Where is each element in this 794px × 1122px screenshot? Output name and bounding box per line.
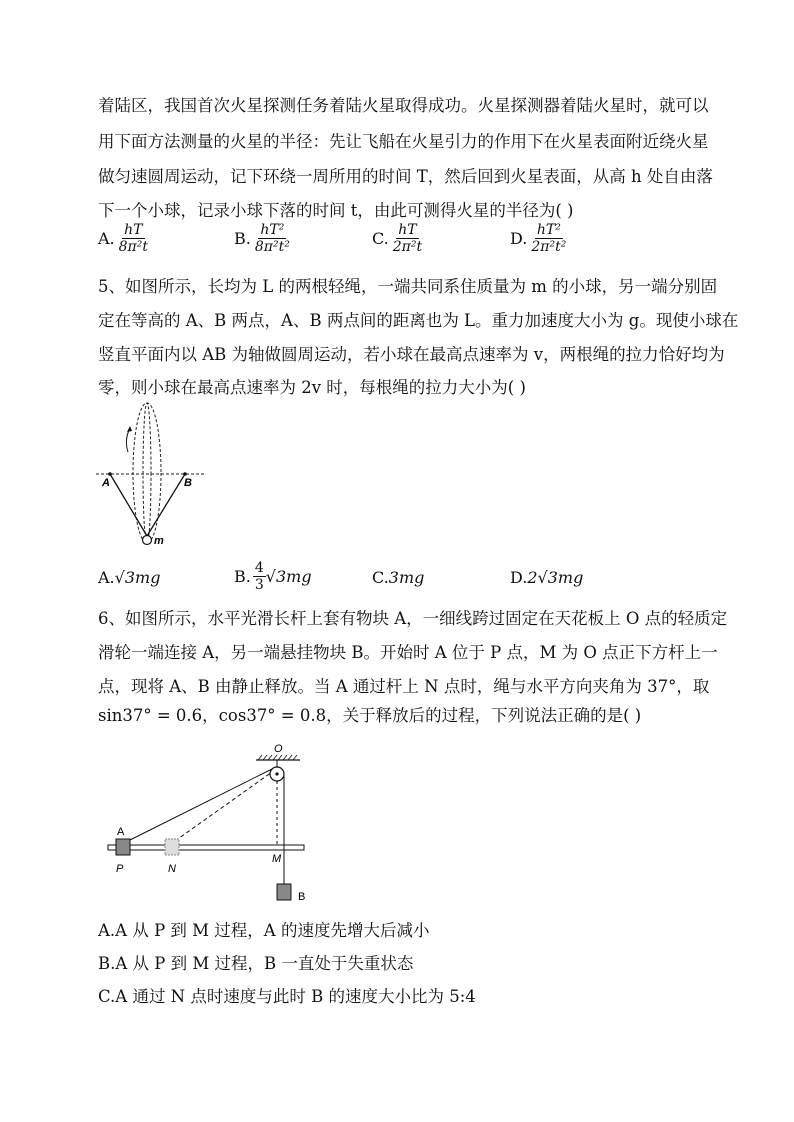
point-a xyxy=(108,472,112,476)
q6-line-2: 滑轮一端连接 A，另一端悬挂物块 B。开始时 A 位于 P 点，M 为 O 点正下方杆上一 xyxy=(98,643,718,662)
option-letter: D. xyxy=(510,229,528,248)
q4-line-2: 用下面方法测量的火星的半径：先让飞船在火星引力的作用下在火星表面附近绕火星 xyxy=(98,132,709,151)
numerator: hT xyxy=(398,222,417,238)
numerator: hT² xyxy=(260,222,285,238)
orbit-ellipse-outer xyxy=(133,403,161,543)
rope-to-a xyxy=(128,769,272,841)
q5-figure xyxy=(90,398,220,553)
point-b xyxy=(183,472,187,476)
label-o: O xyxy=(274,743,283,755)
q6-figure xyxy=(100,738,320,908)
label-m: M xyxy=(272,853,282,865)
ceiling-hatch xyxy=(258,755,297,760)
q5-line-2: 定在等高的 A、B 两点，A、B 两点间的距离也为 L。重力加速度大小为 g。现使小球在 xyxy=(98,311,739,330)
pulley-axle xyxy=(275,772,278,775)
label-m: m xyxy=(154,535,164,547)
q5-option-a[interactable] xyxy=(98,568,160,587)
q4-option-d[interactable] xyxy=(510,222,568,255)
label-b: B xyxy=(184,477,192,489)
fraction xyxy=(253,560,266,593)
option-value: 3mg xyxy=(388,568,425,587)
q4-option-b[interactable] xyxy=(234,222,292,255)
option-letter: B. xyxy=(234,567,251,586)
numerator: hT² xyxy=(536,222,561,238)
rope-a xyxy=(110,474,147,536)
option-value: √3mg xyxy=(265,567,312,586)
q5-line-4: 零，则小球在最高点速率为 2v 时，每根绳的拉力大小为( ) xyxy=(98,378,526,397)
denominator: 8π²t² xyxy=(254,239,290,255)
q4-line-1: 着陆区，我国首次火星探测任务着陆火星取得成功。火星探测器着陆火星时，就可以 xyxy=(98,96,709,115)
q6-option-a[interactable]: A.A 从 P 到 M 过程，A 的速度先增大后减小 xyxy=(98,921,430,940)
fraction xyxy=(253,222,292,255)
q4-option-a[interactable] xyxy=(98,222,150,255)
q5-option-b[interactable] xyxy=(234,560,312,593)
fraction xyxy=(391,222,424,255)
q4-line-4: 下一个小球，记录小球下落的时间 t，由此可测得火星的半径为( ) xyxy=(98,201,574,220)
option-letter: D. xyxy=(510,568,528,587)
option-letter: C. xyxy=(372,229,389,248)
rope-to-n-dashed xyxy=(175,772,272,841)
option-value: 2√3mg xyxy=(527,568,584,587)
q6-option-c[interactable]: C.A 通过 N 点时速度与此时 B 的速度大小比为 5:4 xyxy=(98,987,476,1006)
q6-line-4: sin37° = 0.6，cos37° = 0.8，关于释放后的过程，下列说法正确的是( ) xyxy=(98,706,642,725)
fraction xyxy=(117,222,150,255)
denominator: 8π²t xyxy=(118,239,148,255)
q6-line-3: 点，现将 A、B 由静止释放。当 A 通过杆上 N 点时，绳与水平方向夹角为 37°，取 xyxy=(98,677,710,696)
q6-option-b[interactable]: B.A 从 P 到 M 过程，B 一直处于失重状态 xyxy=(98,954,414,973)
label-b: B xyxy=(298,891,306,903)
block-a xyxy=(116,839,130,855)
q5-line-3: 竖直平面内以 AB 为轴做圆周运动，若小球在最高点速率为 v，两根绳的拉力恰好均为 xyxy=(98,345,725,364)
option-letter: B. xyxy=(234,229,251,248)
arrow-head-icon xyxy=(127,426,132,432)
q5-option-d[interactable] xyxy=(510,568,583,587)
option-letter: A. xyxy=(98,568,115,587)
block-a-at-n xyxy=(165,839,179,855)
q5-option-c[interactable] xyxy=(372,568,424,587)
denominator: 2π²t² xyxy=(531,239,567,255)
q6-line-1: 6、如图所示，水平光滑长杆上套有物块 A，一细线跨过固定在天花板上 O 点的轻质定 xyxy=(98,609,728,628)
denominator: 2π²t xyxy=(392,239,423,255)
q4-option-c[interactable] xyxy=(372,222,424,255)
orbit-ellipse-inner xyxy=(143,403,151,543)
fraction xyxy=(529,222,568,255)
label-p: P xyxy=(116,863,124,875)
q5-line-1: 5、如图所示，长均为 L 的两根轻绳，一端共同系住质量为 m 的小球，另一端分别固 xyxy=(98,277,718,296)
ball xyxy=(143,536,152,545)
label-n: N xyxy=(168,863,176,875)
denominator: 3 xyxy=(254,577,264,593)
horizontal-rod xyxy=(108,845,304,850)
numerator: 4 xyxy=(254,560,264,576)
option-letter: A. xyxy=(98,229,115,248)
rope-b xyxy=(147,474,185,536)
block-b xyxy=(277,884,291,900)
option-letter: C. xyxy=(372,568,389,587)
q4-line-3: 做匀速圆周运动，记下环绕一周所用的时间 T，然后回到火星表面，从高 h 处自由落 xyxy=(98,167,713,186)
option-value: √3mg xyxy=(114,568,161,587)
numerator: hT xyxy=(124,222,143,238)
label-a: A xyxy=(102,477,110,489)
label-a: A xyxy=(117,826,125,838)
